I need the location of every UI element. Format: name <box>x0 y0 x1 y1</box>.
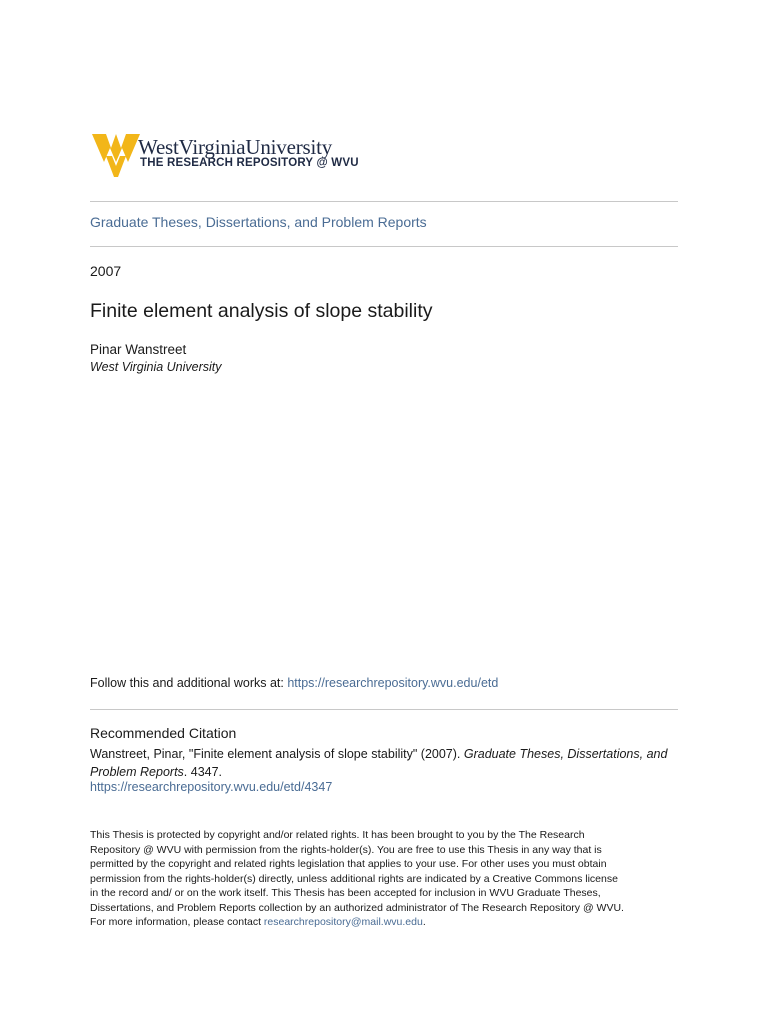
citation-series: Graduate Theses, Dissertations, and Problem Reports <box>90 747 668 779</box>
flying-wv-icon <box>92 132 140 178</box>
citation-main: Wanstreet, Pinar, "Finite element analysis of slope stability" (2007). <box>90 747 464 761</box>
citation-url-link[interactable]: https://researchrepository.wvu.edu/etd/4347 <box>90 780 333 794</box>
rights-line: permitted by the copyright and related rights legislation that applies to your use. For other uses you must obtain <box>90 858 607 870</box>
citation-heading: Recommended Citation <box>90 725 237 741</box>
rights-line: Dissertations, and Problem Reports collection by an authorized administrator of The Research Repository @ WVU. <box>90 901 624 914</box>
contact-suffix: . <box>422 916 426 928</box>
collection-link[interactable]: Graduate Theses, Dissertations, and Problem Reports <box>90 214 427 230</box>
author-affiliation: West Virginia University <box>90 360 222 374</box>
publication-year: 2007 <box>90 263 122 279</box>
follow-line <box>90 676 498 690</box>
citation-text <box>90 745 680 781</box>
citation-number: . 4347. <box>183 765 223 779</box>
divider <box>90 201 678 202</box>
rights-contact-line <box>90 915 680 930</box>
document-title: Finite element analysis of slope stability <box>90 300 433 322</box>
contact-email-link[interactable]: researchrepository@mail.wvu.edu <box>263 916 423 928</box>
rights-line: permission from the rights-holder(s) directly, unless additional rights are indicated by a Creative Commons license <box>90 872 618 885</box>
rights-line: This Thesis is protected by copyright and/or related rights. It has been brought to you by the The Research <box>90 829 585 841</box>
author-name: Pinar Wanstreet <box>90 342 187 357</box>
wvu-logo[interactable] <box>92 132 392 178</box>
divider <box>90 709 678 710</box>
logo-subtitle: THE RESEARCH REPOSITORY @ WVU <box>140 157 359 169</box>
etd-collection-link[interactable]: https://researchrepository.wvu.edu/etd <box>287 676 499 690</box>
contact-prefix: For more information, please contact <box>90 916 264 928</box>
divider <box>90 246 678 247</box>
rights-line: Repository @ WVU with permission from the rights-holder(s). You are free to use this Thesis in any way that is <box>90 843 602 856</box>
follow-text: Follow this and additional works at: <box>90 676 288 690</box>
rights-line: in the record and/ or on the work itself. This Thesis has been accepted for inclusion in WVU Graduate Theses, <box>90 887 601 899</box>
rights-statement <box>90 828 680 930</box>
logo-university-name: WestVirginiaUniversity <box>138 135 333 159</box>
